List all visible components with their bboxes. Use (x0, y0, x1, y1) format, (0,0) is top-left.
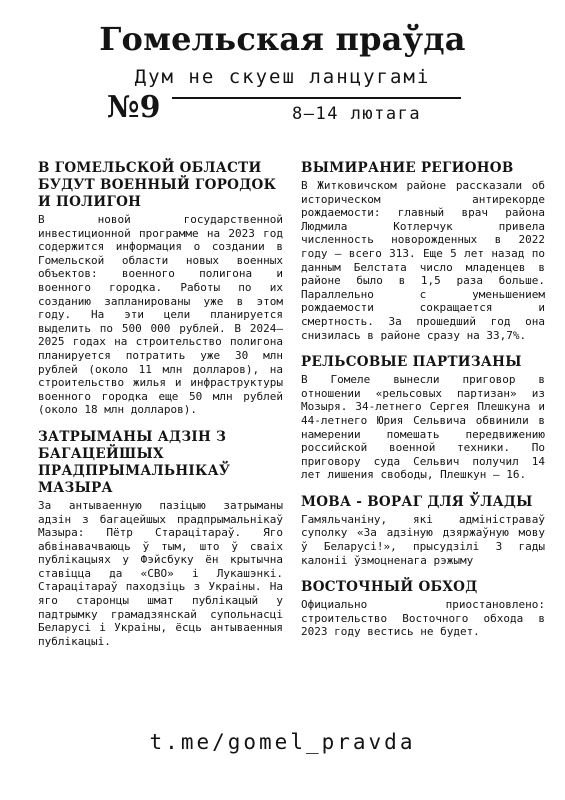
article-headline: В ГОМЕЛЬСКОЙ ОБЛАСТИ БУДУТ ВОЕННЫЙ ГОРОДОК И ПОЛИГОН (38, 160, 277, 210)
article-rail-partisans (301, 354, 545, 482)
newspaper-title: Гомельская праўда (99, 20, 466, 58)
article-headline: РЕЛЬСОВЫЕ ПАРТИЗАНЫ (301, 354, 522, 371)
article-headline: ВЫМИРАНИЕ РЕГИОНОВ (301, 160, 514, 176)
article-headline: МОВА - ВОРАГ ДЛЯ ЎЛАДЫ (301, 493, 533, 510)
article-headline: ЗАТРЫМАНЫ АДЗІН З БАГАЦЕЙШЫХ ПРАДПРЫМАЛЬНІКАЎ МАЗЫРА (38, 428, 231, 496)
masthead-divider (172, 97, 461, 99)
article-body: Гамяльчаніну, які адміністраваў суполку «За адзіную дзяржаўную мову ў Беларусі!», прысудзілі 3 гады калоніі ўзмоцненага рэжыму (301, 512, 545, 567)
article-regions-dying (301, 160, 545, 342)
article-eastern-bypass (301, 579, 545, 639)
issue-dates: 8—14 лютага (292, 104, 422, 124)
left-column (38, 160, 283, 660)
right-column (301, 160, 545, 651)
article-headline: ВОСТОЧНЫЙ ОБХОД (301, 579, 478, 596)
newspaper-slogan: Дум не скуеш ланцугамі (134, 66, 431, 88)
article-body: В новой государственной инвестиционной программе на 2023 год содержится информация о создании в Гомельской области новых военных объектов: военного полигона и военного городка. Работы по их созданию запланированы уже в этом году. На эти цели планируется выделить по 500 000 рублей. В 2024–2025 годах на строительство полигона планируется потратить уже 30 млн рублей (около 11 млн долларов), на строительство жилья и инфраструктуры военного городка еще 50 млн рублей (около 18 млн долларов). (38, 213, 283, 417)
article-language-enemy (301, 494, 545, 567)
article-military-town (38, 160, 283, 417)
issue-number: №9 (107, 90, 161, 125)
article-body: Официально приостановлено: строительство Восточного обхода в 2023 году вестись не будет. (301, 598, 545, 639)
article-body: В Житковичском районе рассказали об историческом антирекорде рождаемости: главный врач района Людмила Котлерчук привела численность новорожденных в 2022 году — всего 313. Еще 5 лет назад по данным Белстата число младенцев в районе было в 1,5 раза больше. Параллельно с уменьшением рождаемости сокращается и смертность. За прошедший год она снизилась в районе сразу на 33,7%. (301, 179, 545, 342)
telegram-link[interactable]: t.me/gomel_pravda (149, 730, 416, 754)
masthead (0, 0, 565, 140)
article-body: В Гомеле вынесли приговор в отношении «рельсовых партизан» из Мозыря. 34-летнего Сергея Плешкуна и 44-летнего Юрия Сельвича обвинили в намерении помешать передвижению российской военной техники. По приговору суда Сельвич получил 14 лет лишения свободы, Плешкун — 16. (301, 373, 545, 482)
article-mozyr-businessman (38, 429, 283, 649)
article-body: За антываенную пазіцыю затрыманы адзін з багацейшых прадпрымальнікаў Мазыра: Пётр Старацітараў. Яго абвінавачваюць ў тым, што ў сваіх публікацыях у Фэйсбуку ён крытычна ставіцца да «СВО» і Лукашэнкі. Старацітараў паходзіць з Украіны. На яго старонцы шмат публікацый у падтрымку грамадзянскай супольнасці Беларусі і Украіны, ёсць антываенныя публікацыі. (38, 498, 283, 648)
